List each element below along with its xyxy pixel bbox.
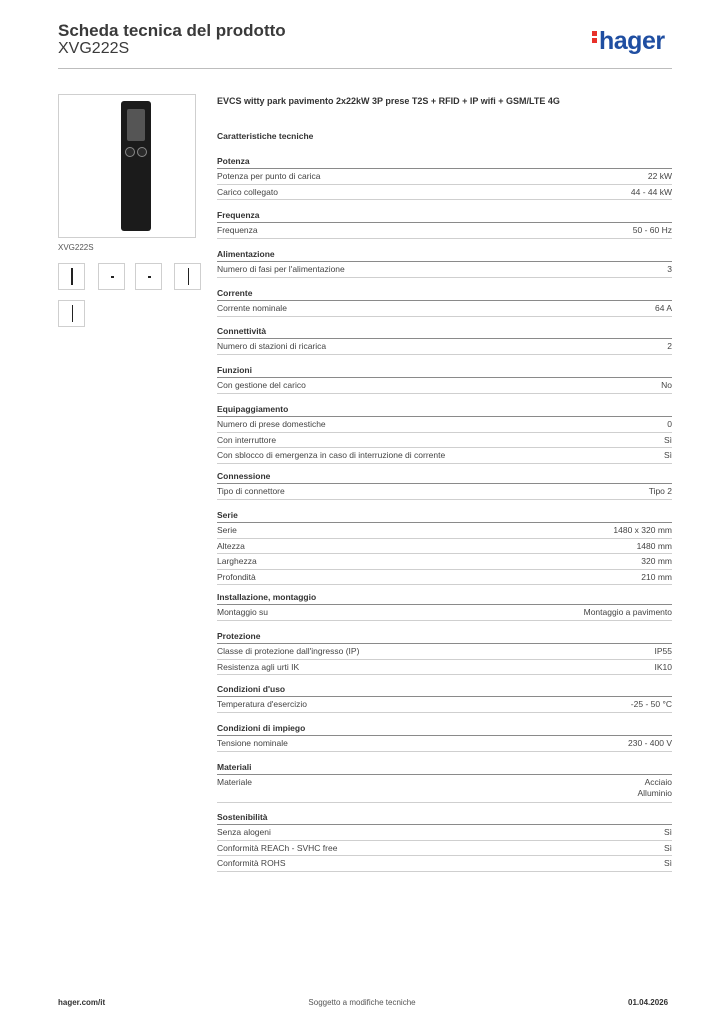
group-title: Condizioni d'uso bbox=[217, 682, 672, 697]
spec-row: Con sblocco di emergenza in caso di interruzione di corrente Sì bbox=[217, 448, 672, 464]
product-image-caption: XVG222S bbox=[58, 243, 94, 252]
page-title: Scheda tecnica del prodotto bbox=[58, 21, 286, 40]
product-code: XVG222S bbox=[58, 40, 130, 57]
thumbnail-side[interactable] bbox=[174, 263, 201, 290]
spec-group-serie bbox=[217, 508, 672, 585]
group-title: Frequenza bbox=[217, 208, 672, 223]
group-title: Connessione bbox=[217, 469, 672, 484]
thumbnail-back[interactable] bbox=[58, 300, 85, 327]
footer-website-link[interactable]: hager.com/it bbox=[58, 998, 106, 1007]
thumbnail-front[interactable] bbox=[58, 263, 85, 290]
spec-row: Larghezza 320 mm bbox=[217, 554, 672, 570]
spec-row: Potenza per punto di carica 22 kW bbox=[217, 169, 672, 185]
spec-row: Corrente nominale 64 A bbox=[217, 301, 672, 317]
product-description: EVCS witty park pavimento 2x22kW 3P prese T2S + RFID + IP wifi + GSM/LTE 4G bbox=[217, 96, 560, 106]
header-divider bbox=[58, 68, 672, 69]
spec-group-funzioni bbox=[217, 363, 672, 394]
spec-group-equipaggiamento bbox=[217, 402, 672, 464]
footer-disclaimer: Soggetto a modifiche tecniche bbox=[308, 998, 416, 1007]
thumbnail-bottom[interactable] bbox=[135, 263, 162, 290]
spec-group-protezione bbox=[217, 629, 672, 675]
spec-row: Classe di protezione dall'ingresso (IP) IP55 bbox=[217, 644, 672, 660]
group-title: Installazione, montaggio bbox=[217, 590, 672, 605]
spec-group-installazione bbox=[217, 590, 672, 621]
spec-row: Conformità REACh - SVHC free Sì bbox=[217, 841, 672, 857]
group-title: Alimentazione bbox=[217, 247, 672, 262]
spec-row: Numero di stazioni di ricarica 2 bbox=[217, 339, 672, 355]
spec-row: Profondità 210 mm bbox=[217, 570, 672, 586]
group-title: Serie bbox=[217, 508, 672, 523]
spec-row: Conformità ROHS Sì bbox=[217, 856, 672, 872]
spec-row: Temperatura d'esercizio -25 - 50 °C bbox=[217, 697, 672, 713]
spec-row: Serie 1480 x 320 mm bbox=[217, 523, 672, 539]
group-title: Funzioni bbox=[217, 363, 672, 378]
spec-row: Senza alogeni Sì bbox=[217, 825, 672, 841]
spec-group-condizioni-impiego bbox=[217, 721, 672, 752]
section-heading: Caratteristiche tecniche bbox=[217, 131, 314, 141]
group-title: Equipaggiamento bbox=[217, 402, 672, 417]
spec-group-sostenibilita bbox=[217, 810, 672, 872]
charger-icon bbox=[121, 101, 151, 231]
group-title: Potenza bbox=[217, 154, 672, 169]
spec-group-alimentazione bbox=[217, 247, 672, 278]
spec-group-materiali bbox=[217, 760, 672, 803]
hager-logo: hager bbox=[592, 27, 665, 56]
spec-row: Carico collegato 44 - 44 kW bbox=[217, 185, 672, 201]
spec-row: Tensione nominale 230 - 400 V bbox=[217, 736, 672, 752]
spec-row: Tipo di connettore Tipo 2 bbox=[217, 484, 672, 500]
spec-group-frequenza bbox=[217, 208, 672, 239]
group-title: Corrente bbox=[217, 286, 672, 301]
spec-row: Frequenza 50 - 60 Hz bbox=[217, 223, 672, 239]
spec-row: Montaggio su Montaggio a pavimento bbox=[217, 605, 672, 621]
spec-row: Altezza 1480 mm bbox=[217, 539, 672, 555]
group-title: Sostenibilità bbox=[217, 810, 672, 825]
footer-date: 01.04.2026 bbox=[628, 998, 669, 1007]
spec-row: Materiale Acciaio Alluminio bbox=[217, 775, 672, 803]
group-title: Protezione bbox=[217, 629, 672, 644]
group-title: Materiali bbox=[217, 760, 672, 775]
group-title: Connettività bbox=[217, 324, 672, 339]
logo-dots-icon bbox=[592, 29, 597, 45]
spec-group-condizioni-uso bbox=[217, 682, 672, 713]
thumbnail-top[interactable] bbox=[98, 263, 125, 290]
spec-row: Numero di fasi per l'alimentazione 3 bbox=[217, 262, 672, 278]
spec-group-corrente bbox=[217, 286, 672, 317]
spec-group-potenza bbox=[217, 154, 672, 200]
spec-row: Con interruttore Sì bbox=[217, 433, 672, 449]
spec-group-connettivita bbox=[217, 324, 672, 355]
group-title: Condizioni di impiego bbox=[217, 721, 672, 736]
product-image[interactable] bbox=[58, 94, 196, 238]
spec-group-connessione bbox=[217, 469, 672, 500]
spec-row: Numero di prese domestiche 0 bbox=[217, 417, 672, 433]
spec-row: Con gestione del carico No bbox=[217, 378, 672, 394]
spec-row: Resistenza agli urti IK IK10 bbox=[217, 660, 672, 676]
